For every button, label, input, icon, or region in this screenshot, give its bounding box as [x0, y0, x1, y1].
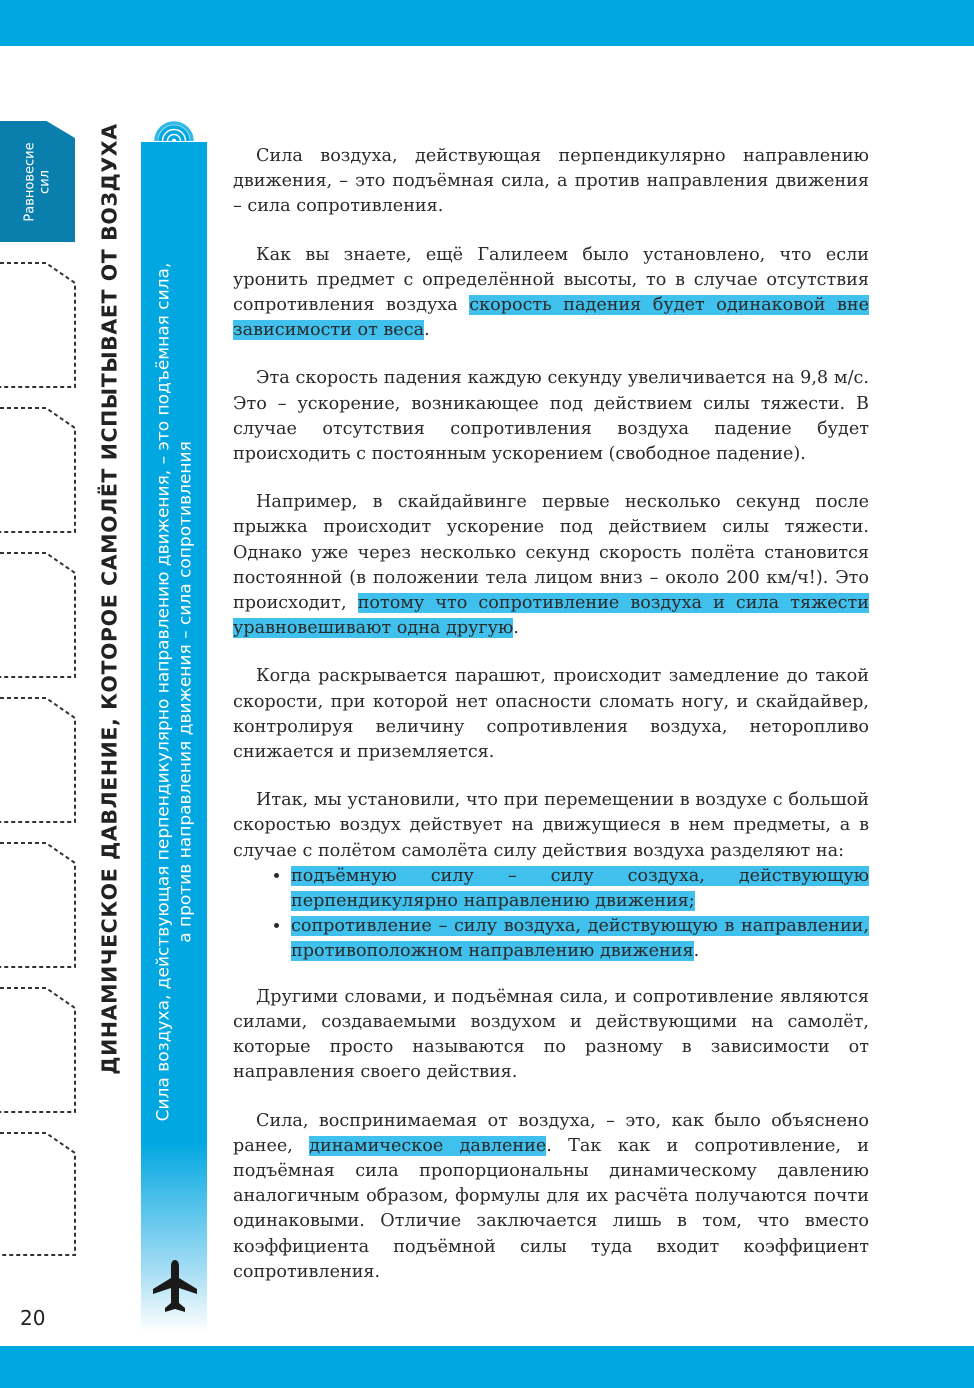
paragraph-6: Итак, мы установили, что при перемещении в воздухе с большой скоростью воздух действует на движущиеся в нем предметы, а в случае с полётом самолёта силу действия воздуха разделяют на: — [233, 790, 869, 861]
side-tab-5[interactable] — [0, 698, 75, 822]
side-tab-4[interactable] — [0, 553, 75, 677]
force-list — [233, 864, 869, 965]
chapter-title: ДИНАМИЧЕСКОЕ ДАВЛЕНИЕ, КОТОРОЕ САМОЛЁТ ИСПЫТЫВАЕТ ОТ ВОЗДУХА — [98, 122, 122, 1075]
body-text — [233, 144, 869, 1308]
paragraph-8: Сила, воспринимаемая от воздуха, – это, как было объяснено ранее, динамическое давление. Так как и сопротивление, и подъёмная сила пропорциональны динамическому давлению аналогичным образом, формулы для их расчёта получаются почти одинаковыми. Отличие заключается лишь в том, что вместо коэффициента подъёмной силы туда входит коэффициент сопротивления. — [233, 1110, 869, 1282]
summary-band-text-container — [141, 142, 207, 1242]
paragraph-5: Когда раскрывается парашют, происходит замедление до такой скорости, при которой нет опасности сломать ногу, и скайдайвер, контролируя величину сопротивления воздуха, неторопливо снижается и приземляется. — [233, 666, 869, 763]
side-tab-6[interactable] — [0, 843, 75, 967]
page-number: 20 — [20, 1306, 46, 1330]
paragraph-2: Как вы знаете, ещё Галилеем было установлено, что если уронить предмет с определённой высоты, то в случае отсутствия сопротивления воздуха скорость падения будет одинаковой вне зависимости от веса. — [233, 244, 869, 341]
side-tab-label-line2: сил — [37, 169, 53, 194]
side-tab-2[interactable] — [0, 263, 75, 387]
highlight-drag: сопротивление – силу воздуха, действующую в направлении, противоположном направлению движения — [291, 916, 869, 962]
highlight-fall-speed: скорость падения будет одинаковой вне зависимости от веса — [233, 295, 869, 341]
paragraph-3: Эта скорость падения каждую секунду увеличивается на 9,8 м/с. Это – ускорение, возникающее под действием силы тяжести. В случае отсутствия сопротивления воздуха падение будет происходить с постоянным ускорением (свободное падение). — [233, 368, 869, 465]
chapter-title-container — [93, 116, 127, 1081]
side-tab-label-line1: Равновесие — [22, 141, 38, 222]
summary-band-line2: а против направления движения – сила сопротивления — [175, 441, 196, 943]
side-tab-8[interactable] — [0, 1133, 75, 1255]
bottom-accent-bar — [0, 1346, 974, 1388]
highlight-lift: подъёмную силу – силу создуха, действующую перпендикулярно направлению движения; — [291, 865, 869, 912]
highlight-equilibrium: потому что сопротивление воздуха и сила тяжести уравновешивают одна другую — [233, 593, 869, 639]
airplane-icon — [152, 1258, 198, 1316]
paragraph-4: Например, в скайдайвинге первые несколько секунд после прыжка происходит ускорение под действием силы тяжести. Однако уже через несколько секунд скорость полёта становится постоянной (в положении тела лицом вниз – около 200 км/ч!). Это происходит, потому что сопротивление воздуха и сила тяжести уравновешивают одна другую. — [233, 492, 869, 639]
summary-band-line1: Сила воздуха, действующая перпендикулярно направлению движения, – это подъёмная сила, — [153, 262, 174, 1122]
highlight-dynamic-pressure: динамическое давление — [309, 1135, 547, 1156]
paragraph-7: Другими словами, и подъёмная сила, и сопротивление являются силами, создаваемыми воздухом и действующими на самолёт, которые просто называются по разному в зависимости от направления своего действия. — [233, 986, 869, 1083]
paragraph-1: Сила воздуха, действующая перпендикулярно направлению движения, – это подъёмная сила, а против направления движения – сила сопротивления. — [233, 146, 869, 217]
side-tab-7[interactable] — [0, 988, 75, 1112]
side-tabs — [0, 0, 80, 1270]
list-item — [291, 864, 869, 914]
side-tab-3[interactable] — [0, 408, 75, 532]
top-accent-bar — [0, 0, 974, 46]
list-item: • сопротивление – силу воздуха, действующую в направлении, противоположном направлению движения. — [291, 914, 869, 964]
signal-waves-icon — [154, 113, 194, 143]
